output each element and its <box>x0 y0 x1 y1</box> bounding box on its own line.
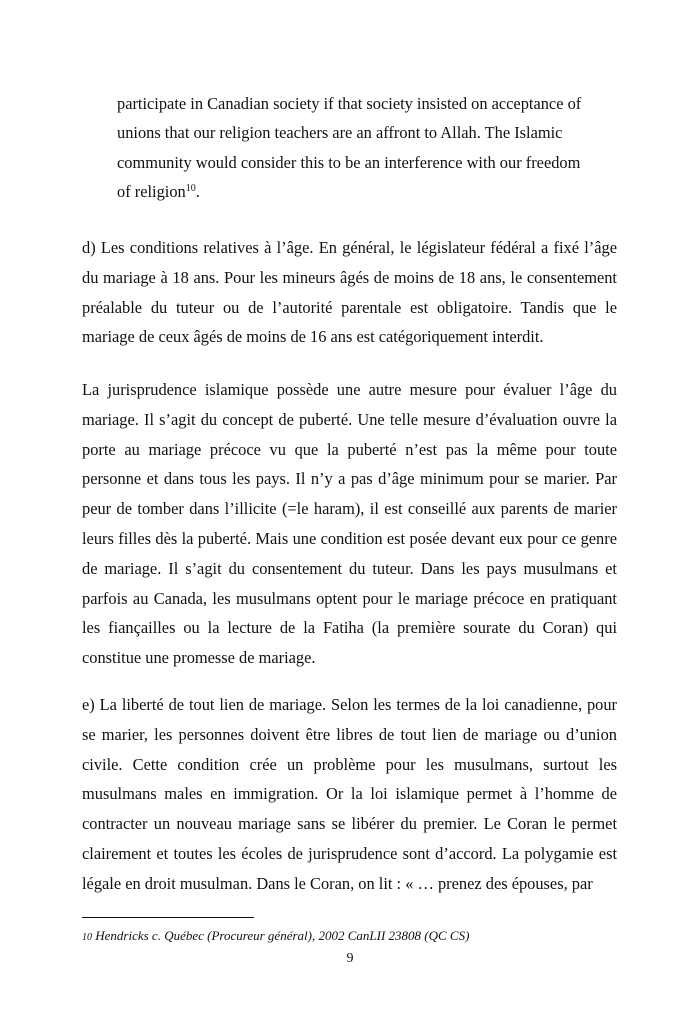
quote-end: . <box>195 181 200 201</box>
quote-text <box>117 89 592 206</box>
quote-body: participate in Canadian society if that society insisted on acceptance of unions that our religion teachers are an affront to Allah. The Islamic community would consider this to be an interference with our freedom of religion <box>117 94 582 201</box>
footnote-ref-10[interactable]: 10 <box>185 182 196 194</box>
page-number: 9 <box>346 951 354 966</box>
block-quote <box>117 89 592 206</box>
paragraph-islamic-jurisprudence: La jurisprudence islamique possède une autre mesure pour évaluer l’âge du mariage. Il s’agit du concept de puberté. Une telle mesure d’évaluation ouvre la porte au mariage précoce vu que la puberté n’est pas la même pour toute personne et dans tous les pays. Il n’y a pas d’âge minimum pour se marier. Par peur de tomber dans l’illicite (=le haram), il est conseillé aux parents de marier leurs filles dès la puberté. Mais une condition est posée devant eux pour ce genre de mariage. Il s’agit du consentement du tuteur. Dans les pays musulmans et parfois au Canada, les musulmans optent pour le mariage précoce en pratiquant les fiançailles ou la lecture de la Fatiha (la première sourate du Coran) qui constitue une promesse de mariage. <box>82 380 617 668</box>
footnote-text: Hendricks c. Québec (Procureur général), 2002 CanLII 23808 (QC CS) <box>92 928 470 943</box>
footnote <box>82 928 469 944</box>
paragraph-marriage-freedom: e) La liberté de tout lien de mariage. Selon les termes de la loi canadienne, pour se marier, les personnes doivent être libres de tout lien de mariage ou d’union civile. Cette condition crée un problème pour les musulmans, surtout les musulmans males en immigration. Or la loi islamique permet à l’homme de contracter un nouveau mariage sans se libérer du premier. Le Coran le permet clairement et toutes les écoles de jurisprudence sont d’accord. La polygamie est légale en droit musulman. Dans le Coran, on lit : « … prenez des épouses, par <box>82 695 617 893</box>
footnote-number: 10 <box>82 932 92 943</box>
footnote-separator <box>82 917 254 918</box>
paragraph-age-conditions: d) Les conditions relatives à l’âge. En général, le législateur fédéral a fixé l’âge du mariage à 18 ans. Pour les mineurs âgés de moins de 18 ans, le consentement préalable du tuteur ou de l’autorité parentale est obligatoire. Tandis que le mariage de ceux âgés de moins de 16 ans est catégoriquement interdit. <box>82 238 617 347</box>
